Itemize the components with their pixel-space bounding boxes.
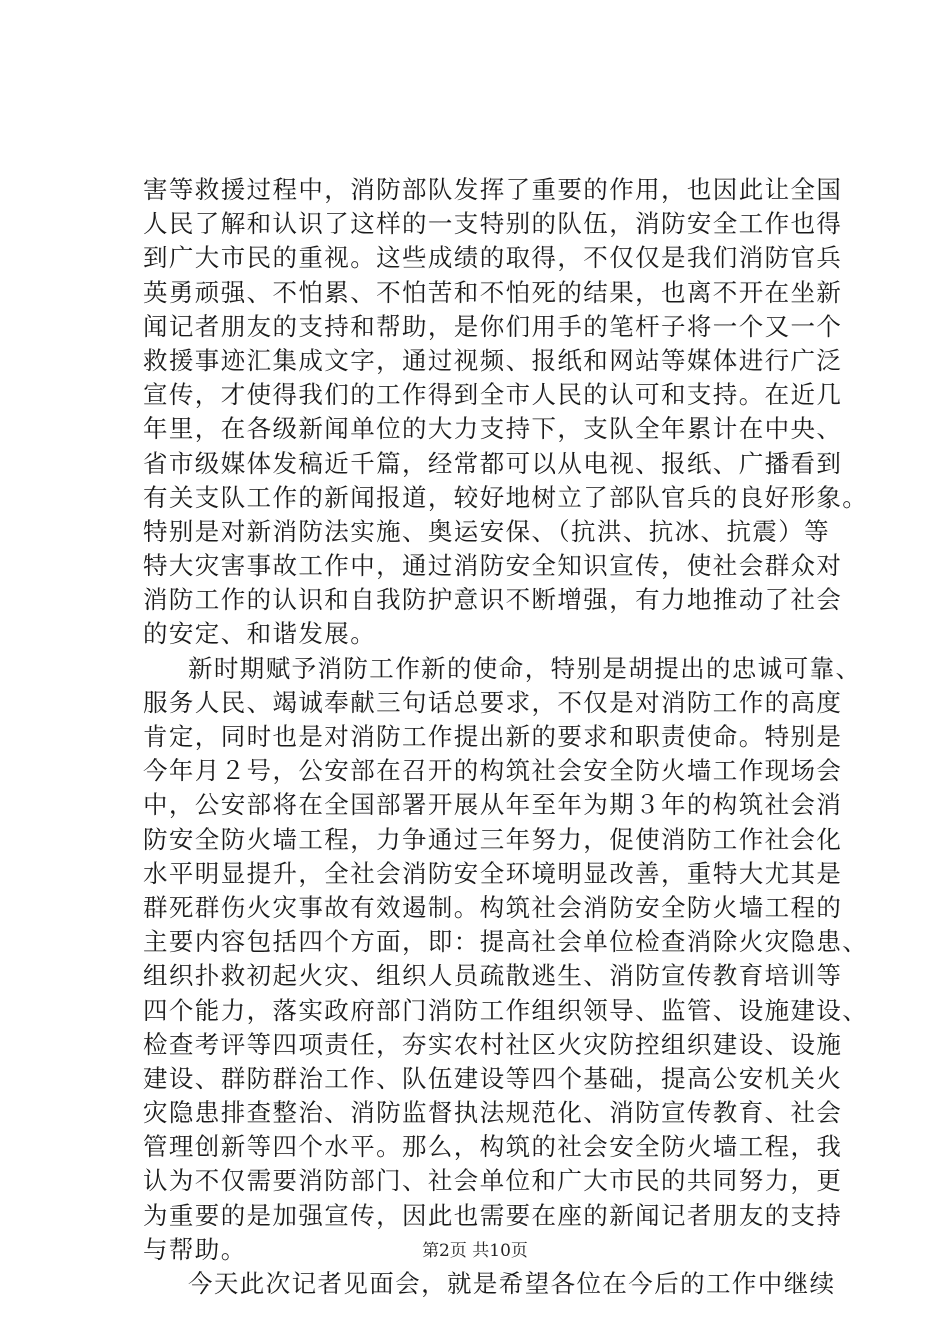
text-line: 省市级媒体发稿近千篇，经常都可以从电视、报纸、广播看到 xyxy=(143,448,843,478)
paragraph-first-line: 新时期赋予消防工作新的使命，特别是胡提出的忠诚可靠、 xyxy=(188,653,862,683)
text-line: 特别是对新消防法实施、奥运安保、（抗洪、抗冰、抗震）等 xyxy=(143,516,831,546)
text-line: 四个能力，落实政府部门消防工作组织领导、监管、设施建设、 xyxy=(143,995,869,1025)
text-line: 服务人民、竭诚奉献三句话总要求，不仅是对消防工作的高度 xyxy=(143,687,843,717)
text-line: 管理创新等四个水平。那么，构筑的社会安全防火墙工程，我 xyxy=(143,1132,843,1162)
text-line: 今年月２号，公安部在召开的构筑社会安全防火墙工作现场会 xyxy=(143,756,843,786)
text-line: 灾隐患排查整治、消防监督执法规范化、消防宣传教育、社会 xyxy=(143,1098,843,1128)
text-line: 害等救援过程中，消防部队发挥了重要的作用，也因此让全国 xyxy=(143,175,843,204)
text-line: 闻记者朋友的支持和帮助，是你们用手的笔杆子将一个又一个 xyxy=(143,311,843,341)
page-footer: 第2页 共10页 xyxy=(422,1241,528,1261)
text-line: 肯定，同时也是对消防工作提出新的要求和职责使命。特别是 xyxy=(143,722,843,751)
text-line: 水平明显提升，全社会消防安全环境明显改善，重特大尤其是 xyxy=(143,858,843,888)
text-line: 人民了解和认识了这样的一支特别的队伍，消防安全工作也得 xyxy=(143,209,843,239)
text-line: 的安定、和谐发展。 xyxy=(143,619,377,649)
text-line: 英勇顽强、不怕累、不怕苦和不怕死的结果，也离不开在坐新 xyxy=(143,277,843,307)
text-line: 有关支队工作的新闻报道，较好地树立了部队官兵的良好形象。 xyxy=(143,482,869,512)
text-line: 群死群伤火灾事故有效遏制。构筑社会消防安全防火墙工程的 xyxy=(143,892,843,922)
text-line: 主要内容包括四个方面，即：提高社会单位检查消除火灾隐患、 xyxy=(143,927,869,957)
text-line: 救援事迹汇集成文字，通过视频、报纸和网站等媒体进行广泛 xyxy=(143,345,843,375)
text-line: 为重要的是加强宣传，因此也需要在座的新闻记者朋友的支持 xyxy=(143,1200,843,1230)
body-text xyxy=(143,173,869,1301)
text-line: 组织扑救初起火灾、组织人员疏散逃生、消防宣传教育培训等 xyxy=(143,961,843,991)
text-line: 特大灾害事故工作中，通过消防安全知识宣传，使社会群众对 xyxy=(143,551,843,581)
paragraph-first-line: 今天此次记者见面会，就是希望各位在今后的工作中继续 xyxy=(188,1269,836,1298)
text-line: 认为不仅需要消防部门、社会单位和广大市民的共同努力，更 xyxy=(143,1166,843,1196)
text-line: 中，公安部将在全国部署开展从年至年为期３年的构筑社会消 xyxy=(143,790,843,820)
text-line: 防安全防火墙工程，力争通过三年努力，促使消防工作社会化 xyxy=(143,824,843,854)
text-line: 消防工作的认识和自我防护意识不断增强，有力地推动了社会 xyxy=(143,585,843,615)
text-line: 年里，在各级新闻单位的大力支持下，支队全年累计在中央、 xyxy=(143,414,843,444)
text-line: 检查考评等四项责任，夯实农村社区火灾防控组织建设、设施 xyxy=(143,1029,843,1059)
text-line: 建设、群防群治工作、队伍建设等四个基础，提高公安机关火 xyxy=(143,1063,843,1093)
text-line: 与帮助。 xyxy=(143,1234,247,1264)
text-line: 到广大市民的重视。这些成绩的取得，不仅仅是我们消防官兵 xyxy=(143,243,843,273)
text-line: 宣传，才使得我们的工作得到全市人民的认可和支持。在近几 xyxy=(143,380,843,410)
